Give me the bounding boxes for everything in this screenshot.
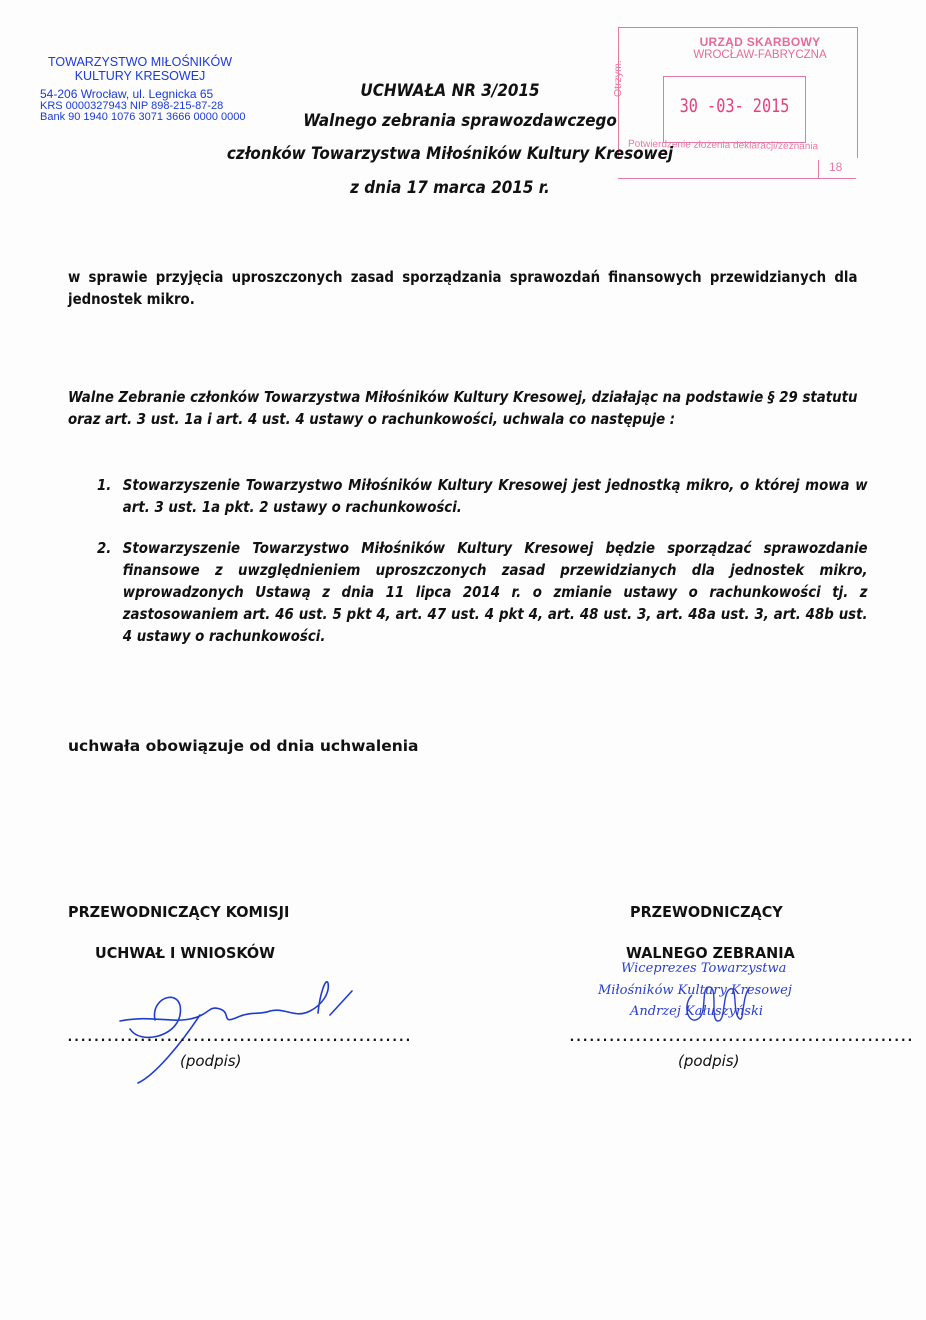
org-bank-account: Bank 90 1940 1076 3071 3666 0000 0000 [40, 111, 246, 123]
preamble-text: Walne Zebranie członków Towarzystwa Miłośników Kultury Kresowej, działając na podstawie § 29 statutu oraz art. 3 ust. 1a i art. 4 ust. 4 ustawy o rachunkowości, uchwala co następuje : [68, 388, 858, 428]
org-name-line2: KULTURY KRESOWEJ [74, 69, 206, 83]
left-signatory-title-2: UCHWAŁ I WNIOSKÓW [95, 944, 276, 962]
item-text: Stowarzyszenie Towarzystwo Miłośników Kultury Kresowej będzie sporządzać sprawozdanie finansowe z uwzględnieniem uproszczonych zasad przewidzianych dla jednostek mikro, wprowadzonych Ustawą z dnia 11 lipca 2014 r. o zmianie ustawy o rachunkowości tj. z zastosowaniem art. 46 ust. 5 pkt 4, art. 47 ust. 4 pkt 4, art. 48 ust. 3, art. 48a ust. 3, art. 48b ust. 4 ustawy o rachunkowości. [122, 539, 868, 645]
stamp-received-label: Otrzym. [612, 60, 624, 97]
resolution-title: UCHWAŁA NR 3/2015 [360, 81, 540, 100]
org-registry: KRS 0000327943 NIP 898-215-87-28 [40, 99, 224, 112]
resolution-subject [68, 266, 858, 310]
seal-line-1: Wiceprezes Towarzystwa [621, 961, 787, 976]
right-signature-caption: (podpis) [678, 1052, 740, 1070]
right-signatory-title-2: WALNEGO ZEBRANIA [626, 944, 795, 962]
letterhead-stamp [40, 55, 255, 124]
org-address: 54-206 Wrocław, ul. Legnicka 65 [40, 87, 214, 101]
item-number: 1. [97, 476, 112, 494]
stamp-number: 18 [818, 160, 856, 178]
resolution-item-1 [97, 474, 867, 518]
effective-clause: uchwała obowiązuje od dnia uchwalenia [68, 737, 419, 755]
stamp-office-name: URZĄD SKARBOWY [699, 35, 821, 49]
right-signature-line: .................................................... [568, 1030, 913, 1045]
left-signature-line: .................................................... [66, 1030, 411, 1045]
resolution-item-2 [97, 537, 867, 647]
resolution-date: z dnia 17 marca 2015 r. [350, 178, 550, 197]
item-number: 2. [97, 539, 112, 557]
left-signatory-title-1: PRZEWODNICZĄCY KOMISJI [68, 903, 290, 921]
resolution-subtitle-2: członków Towarzystwa Miłośników Kultury Kresowej [226, 144, 674, 163]
subject-text: w sprawie przyjęcia uproszczonych zasad sporządzania sprawozdań finansowych przewidzianych dla jednostek mikro. [68, 268, 858, 308]
resolution-subtitle-1: Walnego zebrania sprawozdawczego [303, 111, 617, 130]
org-name-line1: TOWARZYSTWO MIŁOŚNIKÓW [47, 55, 233, 69]
seal-line-2: Miłośników Kultury Kresowej [598, 983, 792, 998]
resolution-preamble [68, 386, 858, 430]
right-signature [680, 975, 760, 1035]
stamp-bottom-line [618, 178, 856, 179]
stamp-date-box [663, 76, 806, 143]
item-text: Stowarzyszenie Towarzystwo Miłośników Kultury Kresowej jest jednostką mikro, o której mowa w art. 3 ust. 1a pkt. 2 ustawy o rachunkowości. [122, 476, 868, 516]
stamp-confirmation: Potwierdzenie złożenia deklaracji/zeznania [627, 138, 819, 153]
stamp-office-location: WROCŁAW-FABRYCZNA [693, 49, 827, 61]
seal-line-3: Andrzej Kałuszyński [630, 1004, 763, 1019]
left-signature-caption: (podpis) [180, 1052, 242, 1070]
stamp-date: 30 -03- 2015 [679, 95, 790, 117]
right-signatory-title-1: PRZEWODNICZĄCY [630, 903, 783, 921]
